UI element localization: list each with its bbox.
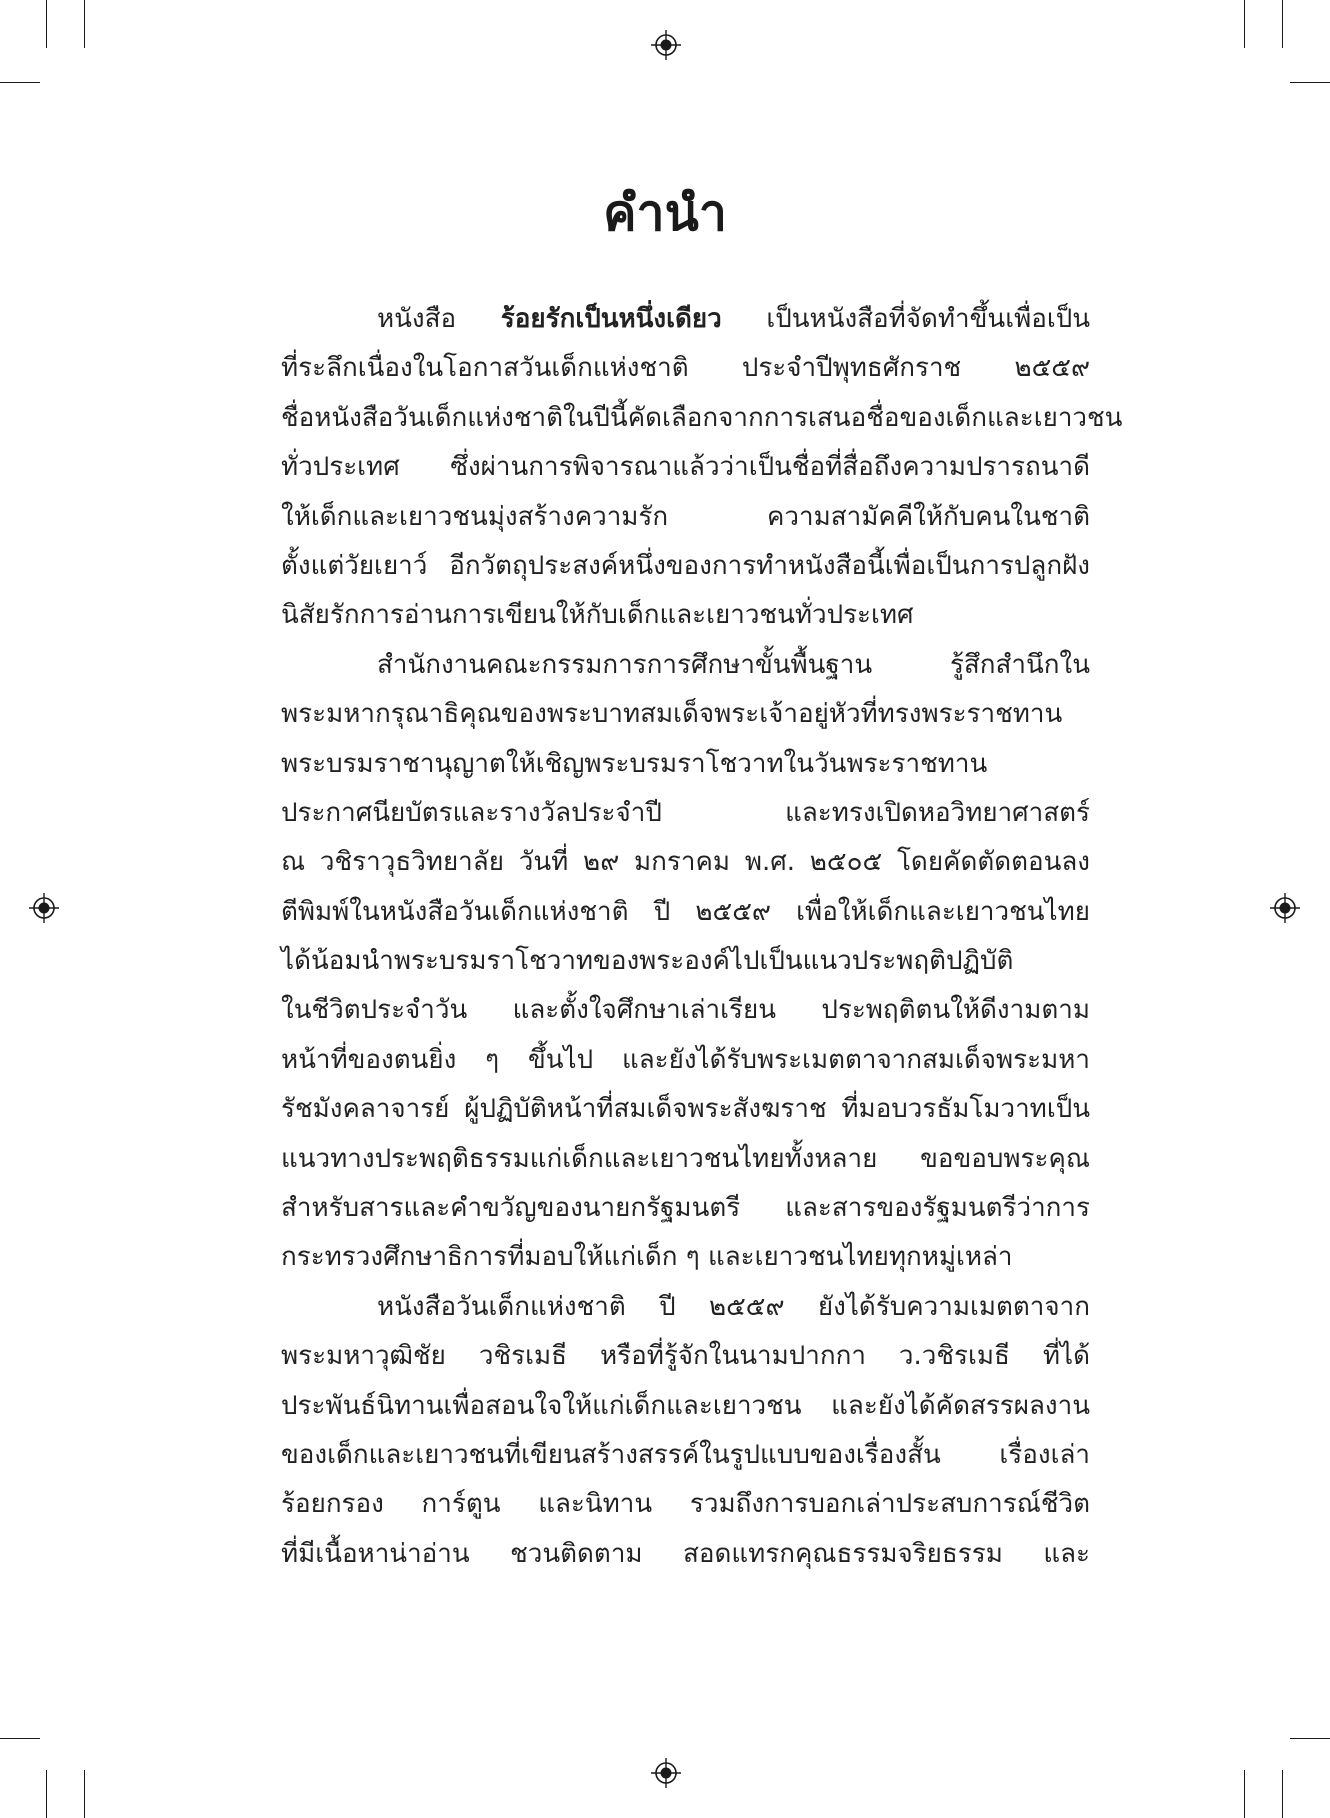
crop-mark xyxy=(0,82,40,83)
text-run: สำหรับสารและคำขวัญของนายกรัฐมนตรี และสารของรัฐมนตรีว่าการ xyxy=(281,1193,1090,1224)
text-line xyxy=(281,1135,1090,1184)
text-line xyxy=(281,591,1090,640)
paragraph xyxy=(281,641,1090,1283)
text-line xyxy=(281,1085,1090,1134)
text-line xyxy=(281,1332,1090,1381)
registration-mark-icon xyxy=(1270,893,1300,923)
text-run: ในชีวิตประจำวัน และตั้งใจศึกษาเล่าเรียน ประพฤติตนให้ดีงามตาม xyxy=(281,995,1090,1026)
text-run: ชื่อหนังสือวันเด็กแห่งชาติในปีนี้คัดเลือกจากการเสนอชื่อของเด็กและเยาวชน xyxy=(281,402,1123,433)
text-line xyxy=(281,1184,1090,1233)
text-run: ได้น้อมนำพระบรมราโชวาทของพระองค์ไปเป็นแนวประพฤติปฏิบัติ xyxy=(281,946,1014,977)
crop-mark xyxy=(1244,1770,1245,1818)
text-run: นิสัยรักการอ่านการเขียนให้กับเด็กและเยาวชนทั่วประเทศ xyxy=(281,600,914,631)
crop-mark xyxy=(84,1770,85,1818)
text-line xyxy=(281,1283,1090,1332)
crop-mark xyxy=(1282,1770,1283,1818)
text-run: ที่ระลึกเนื่องในโอกาสวันเด็กแห่งชาติ ประจำปีพุทธศักราช ๒๕๕๙ xyxy=(281,353,1090,384)
text-run: เป็นหนังสือที่จัดทำขึ้นเพื่อเป็น xyxy=(721,304,1091,334)
text-run: หนังสือวันเด็กแห่งชาติ ปี ๒๕๕๙ ยังได้รับความเมตตาจาก xyxy=(377,1291,1090,1322)
registration-mark-icon xyxy=(651,1758,681,1788)
paragraph xyxy=(281,1283,1090,1579)
crop-mark xyxy=(1244,0,1245,48)
text-line xyxy=(281,394,1123,443)
crop-mark xyxy=(84,0,85,48)
text-run: ตั้งแต่วัยเยาว์ อีกวัตถุประสงค์หนึ่งของการทำหนังสือนี้เพื่อเป็นการปลูกฝัง xyxy=(281,550,1090,581)
text-run: แนวทางประพฤติธรรมแก่เด็กและเยาวชนไทยทั้งหลาย ขอขอบพระคุณ xyxy=(281,1143,1090,1174)
text-line xyxy=(281,1530,1090,1579)
text-run: ให้เด็กและเยาวชนมุ่งสร้างความรัก ความสามัคคีให้กับคนในชาติ xyxy=(281,501,1090,532)
paragraph xyxy=(281,295,1123,641)
text-line xyxy=(281,493,1090,542)
text-line xyxy=(281,986,1090,1035)
text-run: ตีพิมพ์ในหนังสือวันเด็กแห่งชาติ ปี ๒๕๕๙ เพื่อให้เด็กและเยาวชนไทย xyxy=(281,896,1090,927)
text-line xyxy=(281,740,1090,789)
text-line xyxy=(281,888,1090,937)
registration-mark-icon xyxy=(651,30,681,60)
crop-mark xyxy=(46,0,47,48)
text-run: ร้อยกรอง การ์ตูน และนิทาน รวมถึงการบอกเล่าประสบการณ์ชีวิต xyxy=(281,1489,1090,1520)
text-run: ประกาศนียบัตรและรางวัลประจำปี และทรงเปิดหอวิทยาศาสตร์ xyxy=(281,797,1090,828)
preface-body xyxy=(281,295,1123,1579)
text-run: ของเด็กและเยาวชนที่เขียนสร้างสรรค์ในรูปแบบของเรื่องสั้น เรื่องเล่า xyxy=(281,1439,1090,1470)
crop-mark xyxy=(46,1770,47,1818)
book-title: ร้อยรักเป็นหนึ่งเดียว xyxy=(500,304,722,334)
text-line xyxy=(281,1431,1090,1480)
text-line xyxy=(281,641,1090,690)
text-line xyxy=(281,1382,1090,1431)
text-run: ณ วชิราวุธวิทยาลัย วันที่ ๒๙ มกราคม พ.ศ. ๒๕๐๕ โดยคัดตัดตอนลง xyxy=(281,847,1090,878)
text-line xyxy=(281,1233,1090,1282)
text-line xyxy=(281,937,1090,986)
text-line xyxy=(281,542,1090,591)
text-line xyxy=(281,1480,1090,1529)
crop-mark xyxy=(1290,82,1330,83)
text-run: กระทรวงศึกษาธิการที่มอบให้แก่เด็ก ๆ และเยาวชนไทยทุกหมู่เหล่า xyxy=(281,1242,1013,1273)
text-line xyxy=(281,690,1090,739)
text-line xyxy=(281,344,1090,393)
crop-mark xyxy=(0,1738,40,1739)
text-line xyxy=(281,443,1090,492)
registration-mark-icon xyxy=(29,893,59,923)
text-run: ประพันธ์นิทานเพื่อสอนใจให้แก่เด็กและเยาวชน และยังได้คัดสรรผลงาน xyxy=(281,1390,1090,1421)
crop-mark xyxy=(1290,1738,1330,1739)
text-run: รัชมังคลาจารย์ ผู้ปฏิบัติหน้าที่สมเด็จพระสังฆราช ที่มอบวรธัมโมวาทเป็น xyxy=(281,1094,1090,1125)
crop-mark xyxy=(1282,0,1283,48)
text-run: ทั่วประเทศ ซึ่งผ่านการพิจารณาแล้วว่าเป็นชื่อที่สื่อถึงความปรารถนาดี xyxy=(281,452,1090,483)
text-line xyxy=(281,295,1090,344)
text-run: พระมหาวุฒิชัย วชิรเมธี หรือที่รู้จักในนามปากกา ว.วชิรเมธี ที่ได้ xyxy=(281,1341,1090,1372)
text-run: หนังสือ xyxy=(377,304,501,334)
text-line xyxy=(281,1036,1090,1085)
text-run: สำนักงานคณะกรรมการการศึกษาขั้นพื้นฐาน รู้สึกสำนึกใน xyxy=(377,649,1090,680)
text-run: ที่มีเนื้อหาน่าอ่าน ชวนติดตาม สอดแทรกคุณธรรมจริยธรรม และ xyxy=(281,1538,1090,1569)
text-line xyxy=(281,838,1090,887)
text-line xyxy=(281,789,1090,838)
text-run: หน้าที่ของตนยิ่ง ๆ ขึ้นไป และยังได้รับพระเมตตาจากสมเด็จพระมหา xyxy=(281,1044,1090,1075)
page-title: คำนำ xyxy=(603,184,727,242)
text-run: พระมหากรุณาธิคุณของพระบาทสมเด็จพระเจ้าอยู่หัวที่ทรงพระราชทาน xyxy=(281,699,1063,730)
text-run: พระบรมราชานุญาตให้เชิญพระบรมราโชวาทในวันพระราชทาน xyxy=(281,748,988,779)
